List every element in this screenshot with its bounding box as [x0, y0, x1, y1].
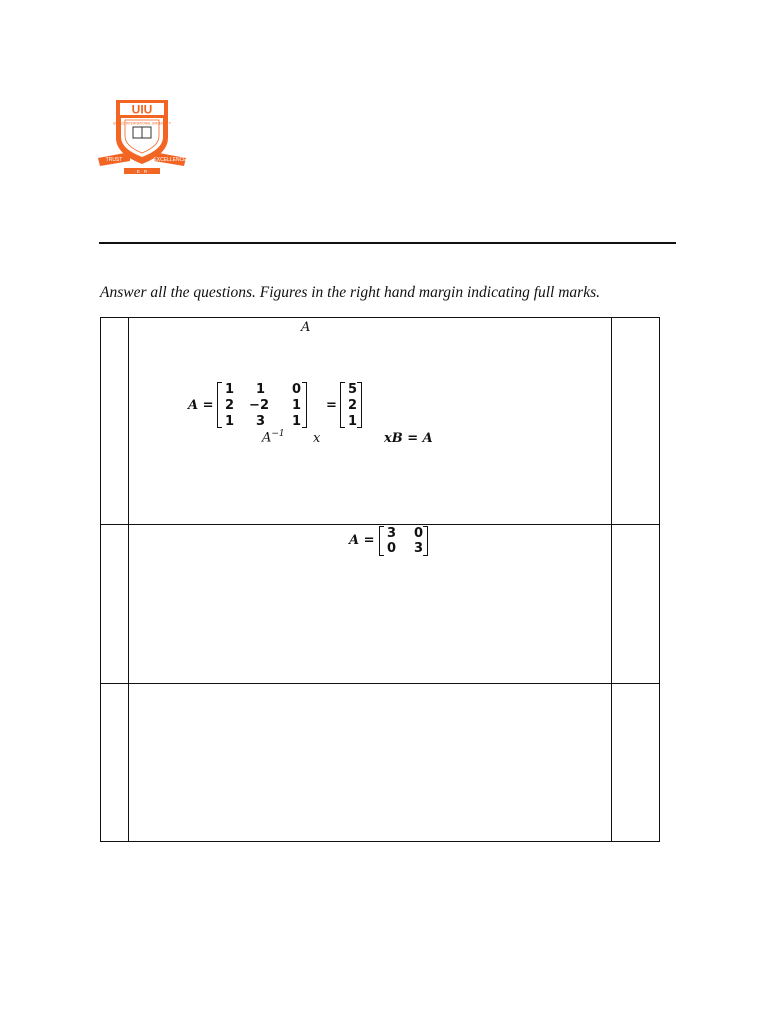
matrix-a-cell: 0 — [291, 382, 301, 397]
question-3-marks-cell — [611, 683, 660, 842]
questions-table — [100, 317, 660, 842]
matrix-label: A — [301, 320, 311, 335]
matrix-a — [217, 382, 307, 428]
matrix-a-cell: 0 — [386, 541, 396, 556]
question-2-marks-cell — [611, 524, 660, 684]
matrix-a-cell: 0 — [413, 526, 423, 541]
matrix-a-cell: 1 — [291, 414, 301, 429]
matrix-a-cell: 3 — [413, 541, 423, 556]
equals-sign: = — [326, 398, 337, 413]
svg-text:UIU: UIU — [131, 102, 153, 117]
vector-b-cell: 2 — [347, 398, 357, 413]
matrix-a-cell: 1 — [224, 414, 234, 429]
matrix-a-cell: 3 — [255, 414, 265, 429]
question-3-content-cell — [128, 683, 612, 842]
xb-equation: xB = A — [384, 431, 433, 446]
vector-b-cell: 1 — [347, 414, 357, 429]
svg-text:TRUST: TRUST — [105, 157, 123, 163]
svg-text:· E · R ·: · E · R · — [134, 168, 150, 174]
question-1-marks-cell — [611, 317, 660, 525]
header-divider — [99, 242, 676, 244]
matrix-a-cell: 3 — [386, 526, 396, 541]
question-3-number-cell — [100, 683, 129, 842]
question-1-content-cell — [128, 317, 612, 525]
matrix-a-cell: 2 — [224, 398, 234, 413]
matrix-a-cell: 1 — [291, 398, 301, 413]
question-2-content-cell — [128, 524, 612, 684]
question-2-number-cell — [100, 524, 129, 684]
matrix-a-name: A = — [349, 533, 375, 548]
vector-b-cell: 5 — [347, 382, 357, 397]
svg-text:EXCELLENCE: EXCELLENCE — [153, 157, 187, 163]
uiu-crest-icon — [98, 100, 187, 174]
x-label: x — [313, 431, 321, 446]
university-logo — [94, 98, 190, 176]
matrix-a-cell: −2 — [249, 398, 269, 413]
exam-instructions: Answer all the questions. Figures in the right hand margin indicating full marks. — [100, 284, 601, 301]
vector-b — [340, 382, 362, 428]
matrix-a-cell: 1 — [255, 382, 265, 397]
question-1-number-cell — [100, 317, 129, 525]
inverse-label: $A^{-1}$ — [262, 429, 285, 446]
matrix-a-name: A = — [188, 398, 214, 413]
matrix-a-2x2 — [379, 526, 428, 556]
matrix-a-cell: 1 — [224, 382, 234, 397]
svg-text:UNITED INTERNATIONAL UNIVERSIT: UNITED INTERNATIONAL UNIVERSITY — [113, 121, 171, 126]
